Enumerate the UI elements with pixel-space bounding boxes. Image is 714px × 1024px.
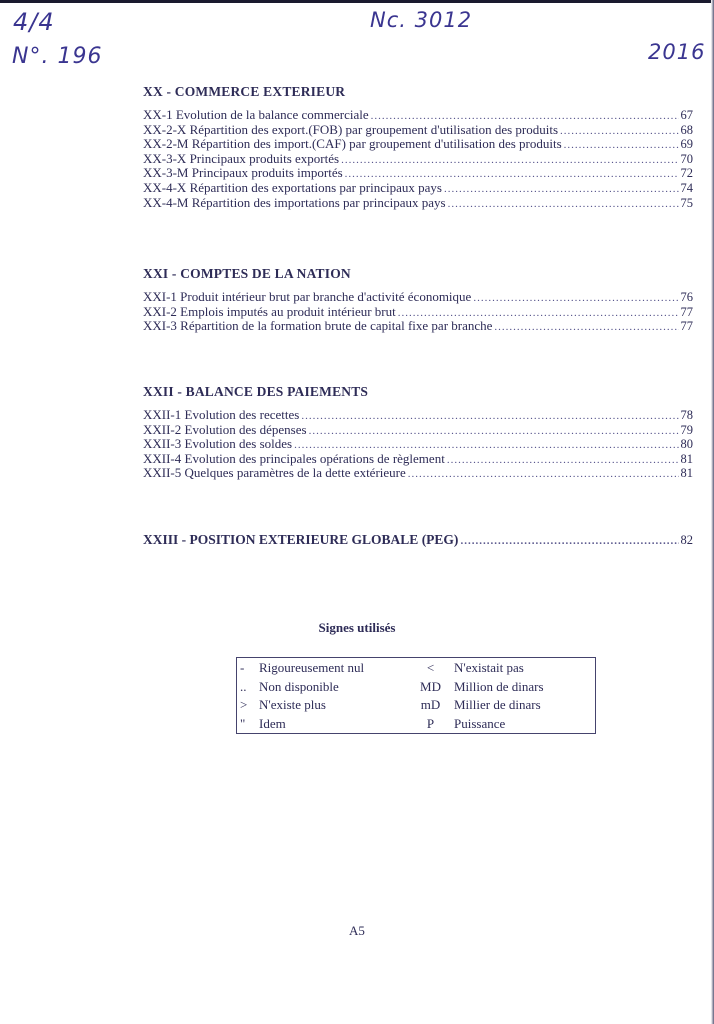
toc-leader [473,291,678,306]
toc-leader [309,424,679,439]
toc-entry-text: XXI-3 Répartition de la formation brute de capital fixe par branche [143,318,493,334]
handwritten-year: 2016 [648,40,706,64]
toc-leader [447,453,679,468]
toc-entry [143,437,693,452]
toc-entry-page: 70 [680,151,693,166]
toc-entry [143,123,693,138]
sign-meaning: Millier de dinars [454,697,541,713]
sign-symbol: " [240,715,246,731]
toc-entry-page: 80 [680,437,693,452]
toc-entry [143,108,693,123]
toc-entry-text: XXII-2 Evolution des dépenses [143,421,307,437]
toc-leader [444,182,679,197]
signs-table [236,657,596,734]
toc-entry-text: XX-3-X Principaux produits exportés [143,150,340,166]
toc-entry-text: XX-4-X Répartition des exportations par principaux pays [143,179,442,195]
sign-meaning: Idem [259,715,286,731]
toc-entry-text: XX-4-M Répartition des importations par principaux pays [143,194,446,210]
toc-entry [143,152,693,167]
toc-leader [494,320,678,335]
toc-entry [143,305,693,320]
sign-meaning: N'existait pas [454,660,524,676]
toc-section-balance-des-paiements [143,384,693,481]
signs-row [237,696,595,715]
page-top-edge [0,0,714,3]
sign-meaning: N'existe plus [259,697,326,713]
sign-symbol: mD [420,697,441,713]
toc-entry-page: 79 [680,422,693,437]
sign-symbol: > [240,697,248,713]
toc-leader [560,124,678,139]
sign-symbol: < [426,660,435,676]
sign-symbol: - [240,660,245,676]
signs-heading: Signes utilisés [318,620,396,635]
sign-meaning: Non disponible [259,678,339,694]
toc-section-comptes-de-la-nation [143,266,693,334]
toc-section-commerce-exterieur [143,84,693,210]
toc-entry [143,166,693,181]
toc-entry-page: 77 [680,304,693,319]
signs-row [237,659,595,678]
toc-leader [341,153,678,168]
toc-entry-page: 78 [680,408,693,422]
toc-entry-text: XXI-1 Produit intérieur brut par branche d'activité économique [143,289,472,304]
toc-entry-page: 76 [680,290,693,304]
toc-entry [143,290,693,305]
sign-symbol: P [426,715,435,731]
toc-entry-page: 82 [680,533,693,547]
toc-section-position-exterieure-globale [143,532,693,548]
toc-entry-text: XX-3-M Principaux produits importés [143,165,343,181]
toc-entry-page: 68 [680,122,693,137]
sign-meaning: Million de dinars [454,678,544,694]
section-title: XXII - BALANCE DES PAIEMENTS [143,384,369,399]
handwritten-number: N°. 196 [12,44,103,69]
toc-leader [301,409,678,424]
signs-row [237,678,595,697]
handwritten-reference: Nc. 3012 [370,8,473,32]
toc-leader [460,535,678,547]
toc-entry-page: 75 [680,195,693,210]
toc-entry-text: XX-1 Evolution de la balance commerciale [143,107,369,122]
section-title: XX - COMMERCE EXTERIEUR [143,84,346,99]
section-title: XXI - COMPTES DE LA NATION [143,266,351,281]
sign-symbol: MD [420,678,441,694]
toc-entry-page: 69 [680,137,693,152]
page-number: A5 [349,923,365,938]
toc-entry-page: 72 [680,166,693,181]
toc-entry-text: XXII-4 Evolution des principales opérations de règlement [143,450,445,466]
toc-entry-page: 67 [680,108,693,122]
toc-entry [143,181,693,196]
toc-entry [143,452,693,467]
toc-entry [143,466,693,481]
section-title: XXIII - POSITION EXTERIEURE GLOBALE (PEG) [143,532,459,547]
sign-symbol: .. [240,678,247,694]
toc-entry-page: 77 [680,319,693,334]
toc-entry-text: XXII-5 Quelques paramètres de la dette extérieure [143,465,406,481]
toc-entry-page: 81 [680,466,693,481]
toc-leader [408,467,679,482]
toc-entry [143,408,693,423]
toc-entry-text: XXII-3 Evolution des soldes [143,436,293,452]
toc-entry-page: 81 [680,451,693,466]
toc-entry [143,423,693,438]
sign-meaning: Rigoureusement nul [259,660,365,676]
signs-row [237,715,595,734]
toc-entry [143,137,693,152]
toc-entry-page: 74 [680,180,693,195]
handwritten-fraction: 4/4 [13,8,55,36]
toc-entry [143,196,693,211]
toc-leader [564,138,679,153]
toc-entry-text: XX-2-M Répartition des import.(CAF) par groupement d'utilisation des produits [143,136,562,152]
toc-entry-text: XX-2-X Répartition des export.(FOB) par groupement d'utilisation des produits [143,121,559,137]
sign-meaning: Puissance [454,715,506,731]
toc-entry-text: XXI-2 Emplois imputés au produit intérieur brut [143,303,396,319]
toc-entry-text: XXII-1 Evolution des recettes [143,407,300,422]
toc-entry [143,319,693,334]
toc-leader [448,197,679,212]
